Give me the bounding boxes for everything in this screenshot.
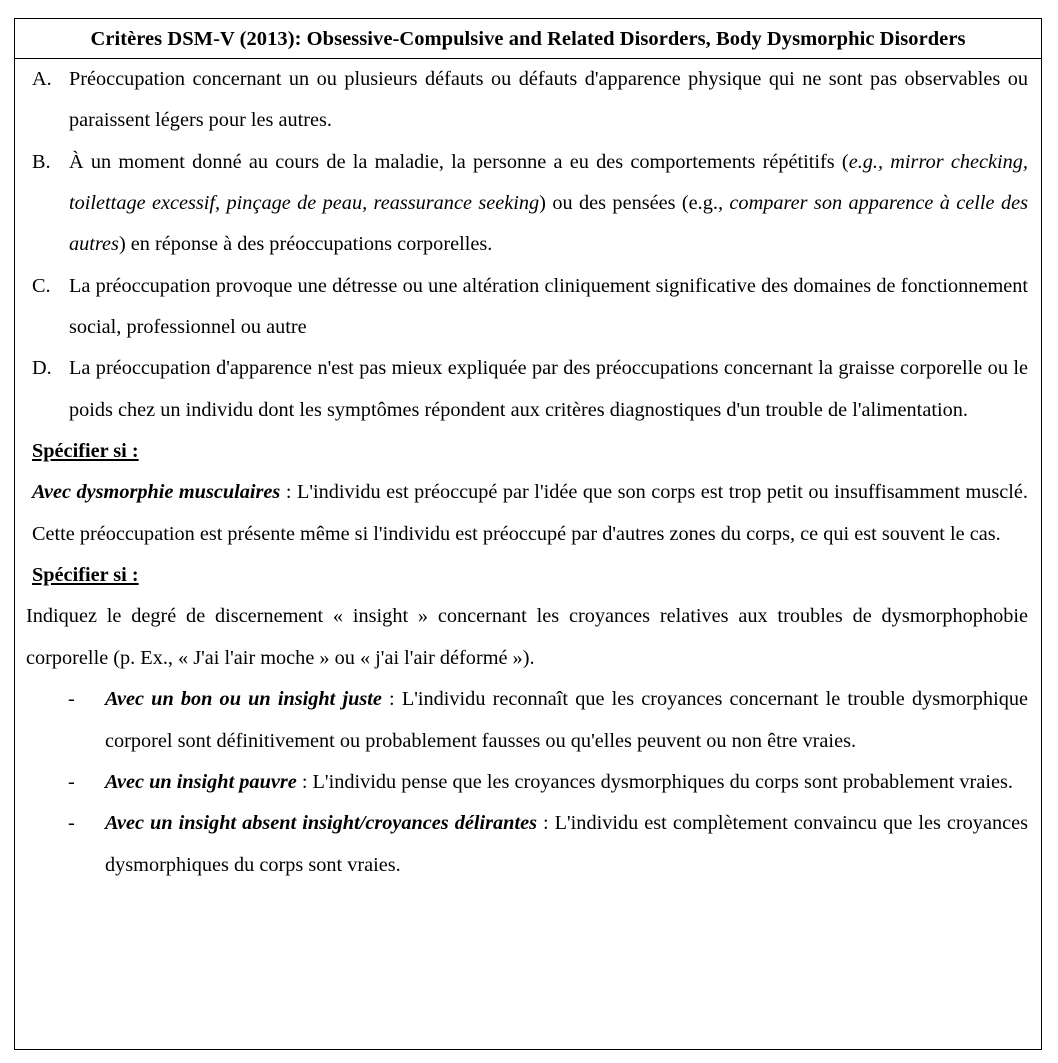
criterion-b-part3: ) ou des pensées (e.g.: [539, 192, 718, 215]
muscle-dysmorphia-paragraph: [15, 472, 1041, 555]
bullet-desc: : L'individu est complètement convaincu que les croyances dysmorphiques du corps sont vraies.: [105, 812, 1028, 876]
criterion-letter: D.: [32, 357, 52, 380]
criterion-letter: A.: [32, 68, 52, 90]
bullet-text: [105, 803, 1028, 886]
criterion-a: [15, 59, 1041, 142]
insight-item-absent: [15, 803, 1041, 886]
criterion-letter: B.: [32, 150, 51, 173]
criterion-text: La préoccupation d'apparence n'est pas mieux expliquée par des préoccupations concernant la graisse corporelle ou le poids chez un individu dont les symptômes répondent aux critères diagnostiques d'un trouble de l'alimentation.: [69, 357, 1028, 421]
specify-heading: Spécifier si :: [32, 440, 139, 463]
bullet-label: Avec un bon ou un insight juste: [105, 688, 382, 711]
criterion-text: [69, 142, 1028, 266]
bullet-label: Avec un insight absent insight/croyances délirantes: [105, 812, 537, 835]
muscle-dysmorphia-label: Avec dysmorphie musculaires: [32, 481, 281, 504]
criterion-c: [15, 266, 1041, 349]
bullet-dash: -: [68, 770, 75, 793]
insight-item-good: [15, 679, 1041, 762]
criterion-text: La préoccupation provoque une détresse ou une altération cliniquement significative des domaines de fonctionnement social, professionnel ou autre: [69, 274, 1028, 339]
bullet-desc: : L'individu reconnaît que les croyances concernant le trouble dysmorphique corporel sont définitivement ou probablement fausses ou qu'elles peuvent ou non être vraies.: [105, 688, 1028, 752]
criterion-b: [15, 142, 1041, 266]
criterion-b-part1: À un moment donné au cours de la maladie, la personne a eu des comportements répétitifs (: [69, 150, 849, 173]
bullet-desc: : L'individu pense que les croyances dysmorphiques du corps sont probablement vraies.: [296, 770, 1013, 793]
criterion-letter: C.: [32, 274, 51, 297]
bullet-label: Avec un insight pauvre: [105, 770, 297, 793]
table-body: [15, 59, 1041, 886]
bullet-dash: -: [68, 688, 75, 711]
bullet-text: [105, 762, 1028, 803]
criterion-d: [15, 348, 1041, 431]
bullet-text: [105, 679, 1028, 762]
criterion-b-part5: ) en réponse à des préoccupations corporelles.: [118, 233, 493, 256]
criterion-text: Préoccupation concernant un ou plusieurs défauts ou défauts d'apparence physique qui ne sont pas observables ou paraissent légers pour les autres.: [69, 68, 1028, 132]
criterion-b-comparison: , comparer son apparence à celle des autres: [69, 192, 1028, 256]
insight-intro: Indiquez le degré de discernement « insight » concernant les croyances relatives aux troubles de dysmorphophobie corporelle (p. Ex., « J'ai l'air moche » ou « j'ai l'air déformé »).: [26, 605, 1028, 669]
table-title: Critères DSM-V (2013): Obsessive-Compulsive and Related Disorders, Body Dysmorphic Disorders: [15, 19, 1041, 59]
muscle-dysmorphia-text: : L'individu est préoccupé par l'idée que son corps est trop petit ou insuffisamment musclé. Cette préoccupation est présente même si l'individu est préoccupé par d'autres zones du corps, ce qui est souvent le cas.: [32, 481, 1028, 545]
insight-item-poor: [15, 762, 1041, 803]
bullet-dash: -: [68, 812, 75, 835]
specify-heading-2: Spécifier si :: [32, 564, 139, 587]
criteria-table: [14, 18, 1042, 1050]
criterion-b-examples: e.g., mirror checking, toilettage excessif, pinçage de peau, reassurance seeking: [69, 150, 1028, 215]
